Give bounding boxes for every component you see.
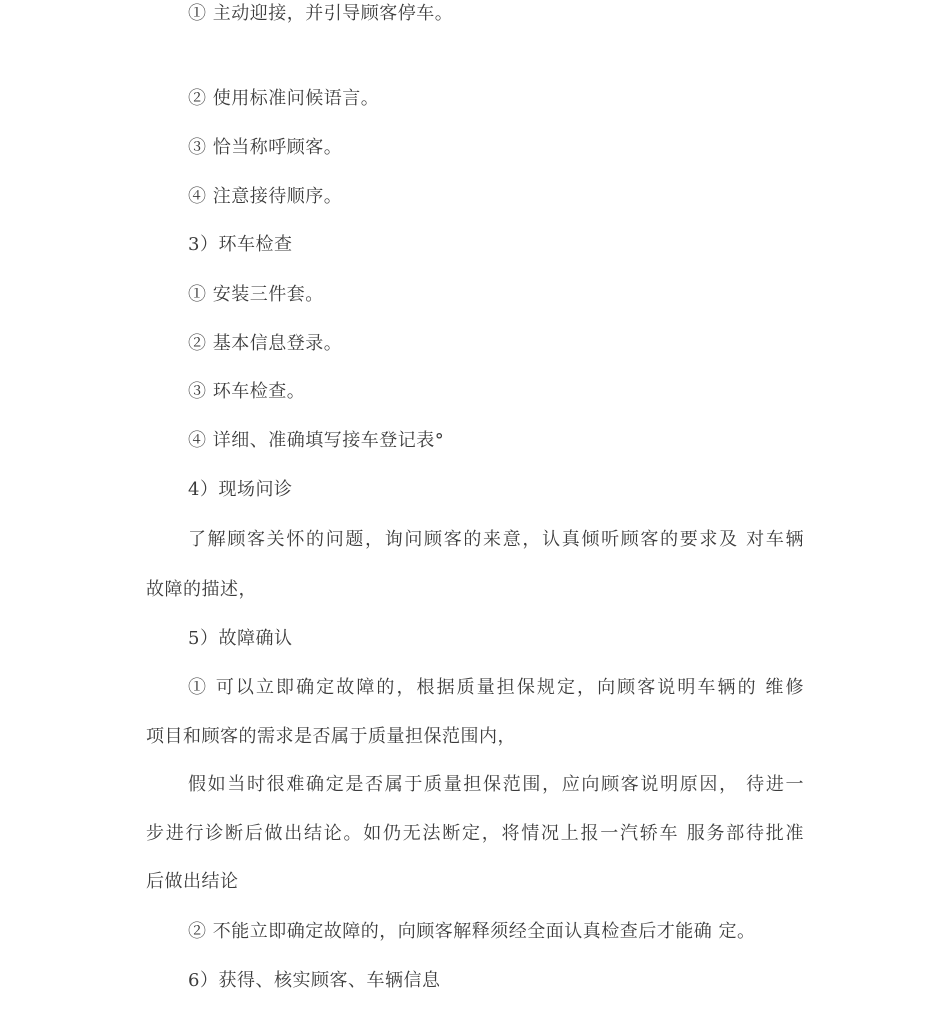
paragraph-inquiry-line-2: 故障的描述， [146, 579, 257, 600]
paragraph-fault-immediate-line-2: 项目和顾客的需求是否属于质量担保范围内， [146, 726, 516, 747]
step-item-fault-not-immediate: ② 不能立即确定故障的，向顾客解释须经全面认真检查后才能确 定。 [188, 921, 756, 942]
step-item-greeting-language: ② 使用标准问候语言。 [188, 88, 380, 109]
paragraph-fault-uncertain-line-2: 步进行诊断后做出结论。如仍无法断定，将情况上报一汽轿车 服务部待批准 [146, 823, 804, 844]
section-heading-inquiry: 4）现场问诊 [188, 479, 293, 500]
step-item-install-covers: ① 安装三件套。 [188, 284, 324, 305]
step-item-fill-form: ④ 详细、准确填写接车登记表° [188, 430, 445, 451]
paragraph-fault-immediate-line-1: ① 可以立即确定故障的，根据质量担保规定，向顾客说明车辆的 维修 [188, 677, 804, 698]
paragraph-fault-uncertain-line-1: 假如当时很难确定是否属于质量担保范围，应向顾客说明原因， 待进一 [188, 774, 804, 795]
section-heading-verify-info: 6）获得、核实顾客、车辆信息 [188, 970, 441, 991]
section-heading-fault-confirm: 5）故障确认 [188, 628, 293, 649]
paragraph-fault-uncertain-line-3: 后做出结论 [146, 871, 239, 892]
step-item-reception-order: ④ 注意接待顺序。 [188, 186, 343, 207]
step-item-basic-info: ② 基本信息登录。 [188, 333, 343, 354]
paragraph-inquiry-line-1: 了解顾客关怀的问题，询问顾客的来意，认真倾听顾客的要求及 对车辆 [188, 529, 804, 550]
step-item-address-customer: ③ 恰当称呼顾客。 [188, 137, 343, 158]
section-heading-vehicle-check: 3）环车检查 [188, 234, 293, 255]
step-item-vehicle-check: ③ 环车检查。 [188, 381, 306, 402]
step-item-greet: ① 主动迎接，并引导顾客停车。 [188, 3, 454, 24]
